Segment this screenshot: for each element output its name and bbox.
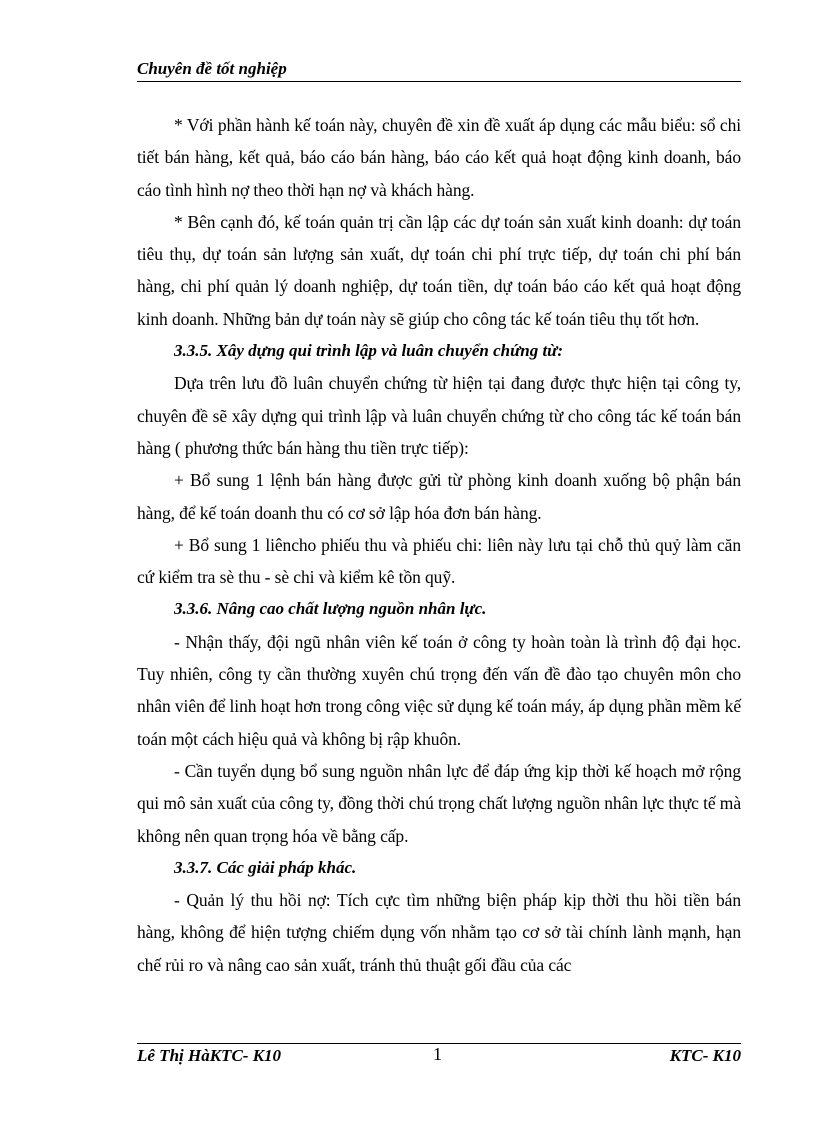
page-header bbox=[137, 57, 741, 82]
paragraph-staff-training: - Nhận thấy, đội ngũ nhân viên kế toán ở công ty hoàn toàn là trình độ đại học. Tuy nhiên, công ty cần thường xuyên chú trọng đến vấn đề đào tạo chuyên môn cho nhân viên để linh hoạt hơn trong công việc sử dụng kế toán máy, áp dụng phần mềm kế toán một cách hiệu quả và không bị rập khuôn. bbox=[137, 631, 741, 749]
section-heading-3-3-6: 3.3.6. Nâng cao chất lượng nguồn nhân lực. bbox=[174, 599, 487, 619]
paragraph-recruitment: - Cần tuyển dụng bổ sung nguồn nhân lực để đáp ứng kịp thời kế hoạch mở rộng qui mô sản xuất của công ty, đồng thời chú trọng chất lượng nguồn nhân lực thực tế mà không nên quan trọng hóa về bằng cấp. bbox=[137, 760, 741, 846]
document-body bbox=[137, 109, 741, 981]
paragraph-sales-order: + Bổ sung 1 lệnh bán hàng được gửi từ phòng kinh doanh xuống bộ phận bán hàng, để kế toán doanh thu có cơ sở lập hóa đơn bán hàng. bbox=[137, 470, 741, 523]
header-title: Chuyên đề tốt nghiệp bbox=[137, 59, 287, 78]
section-heading-3-3-7: 3.3.7. Các giải pháp khác. bbox=[174, 857, 357, 877]
paragraph-receipt-copy: + Bổ sung 1 liêncho phiếu thu và phiếu chi: liên này lưu tại chỗ thủ quỷ làm căn cứ kiểm tra sè thu - sè chi và kiểm kê tồn quỹ. bbox=[137, 534, 741, 588]
paragraph-management-accounting: * Bên cạnh đó, kế toán quản trị cần lập các dự toán sản xuất kinh doanh: dự toán tiêu thụ, dự toán sản lượng sản xuất, dự toán chi phí trực tiếp, dự toán chi phí bán hàng, chi phí quản lý doanh nghiệp, dự toán tiền, dự toán báo cáo kết quả hoạt động kinh doanh. Những bản dự toán này sẽ giúp cho công tác kế toán tiêu thụ tốt hơn. bbox=[137, 211, 741, 329]
paragraph-document-flow: Dựa trên lưu đồ luân chuyển chứng từ hiện tại đang được thực hiện tại công ty, chuyên đề sẽ xây dựng qui trình lập và luân chuyển chứng từ cho công tác kế toán bán hàng ( phương thức bán hàng thu tiền trực tiếp): bbox=[137, 373, 741, 458]
footer-author: Lê Thị HàKTC- K10 bbox=[137, 1046, 282, 1065]
page-footer bbox=[137, 1044, 741, 1070]
page-number: 1 bbox=[433, 1044, 442, 1064]
footer-class-code: KTC- K10 bbox=[669, 1046, 741, 1065]
paragraph-report-forms: * Với phần hành kế toán này, chuyên đề xin đề xuất áp dụng các mẫu biểu: sổ chi tiết bán hàng, kết quả, báo cáo bán hàng, báo cáo kết quả hoạt động kinh doanh, báo cáo tình hình nợ theo thời hạn nợ và khách hàng. bbox=[137, 115, 741, 200]
paragraph-debt-collection: - Quản lý thu hồi nợ: Tích cực tìm những biện pháp kịp thời thu hồi tiền bán hàng, không để hiện tượng chiếm dụng vốn nhằm tạo cơ sở tài chính lành mạnh, hạn chế rủi ro và nâng cao sản xuất, tránh thủ thuật gối đầu của các bbox=[137, 890, 741, 975]
section-heading-3-3-5: 3.3.5. Xây dựng qui trình lập và luân chuyển chứng từ: bbox=[174, 341, 564, 361]
